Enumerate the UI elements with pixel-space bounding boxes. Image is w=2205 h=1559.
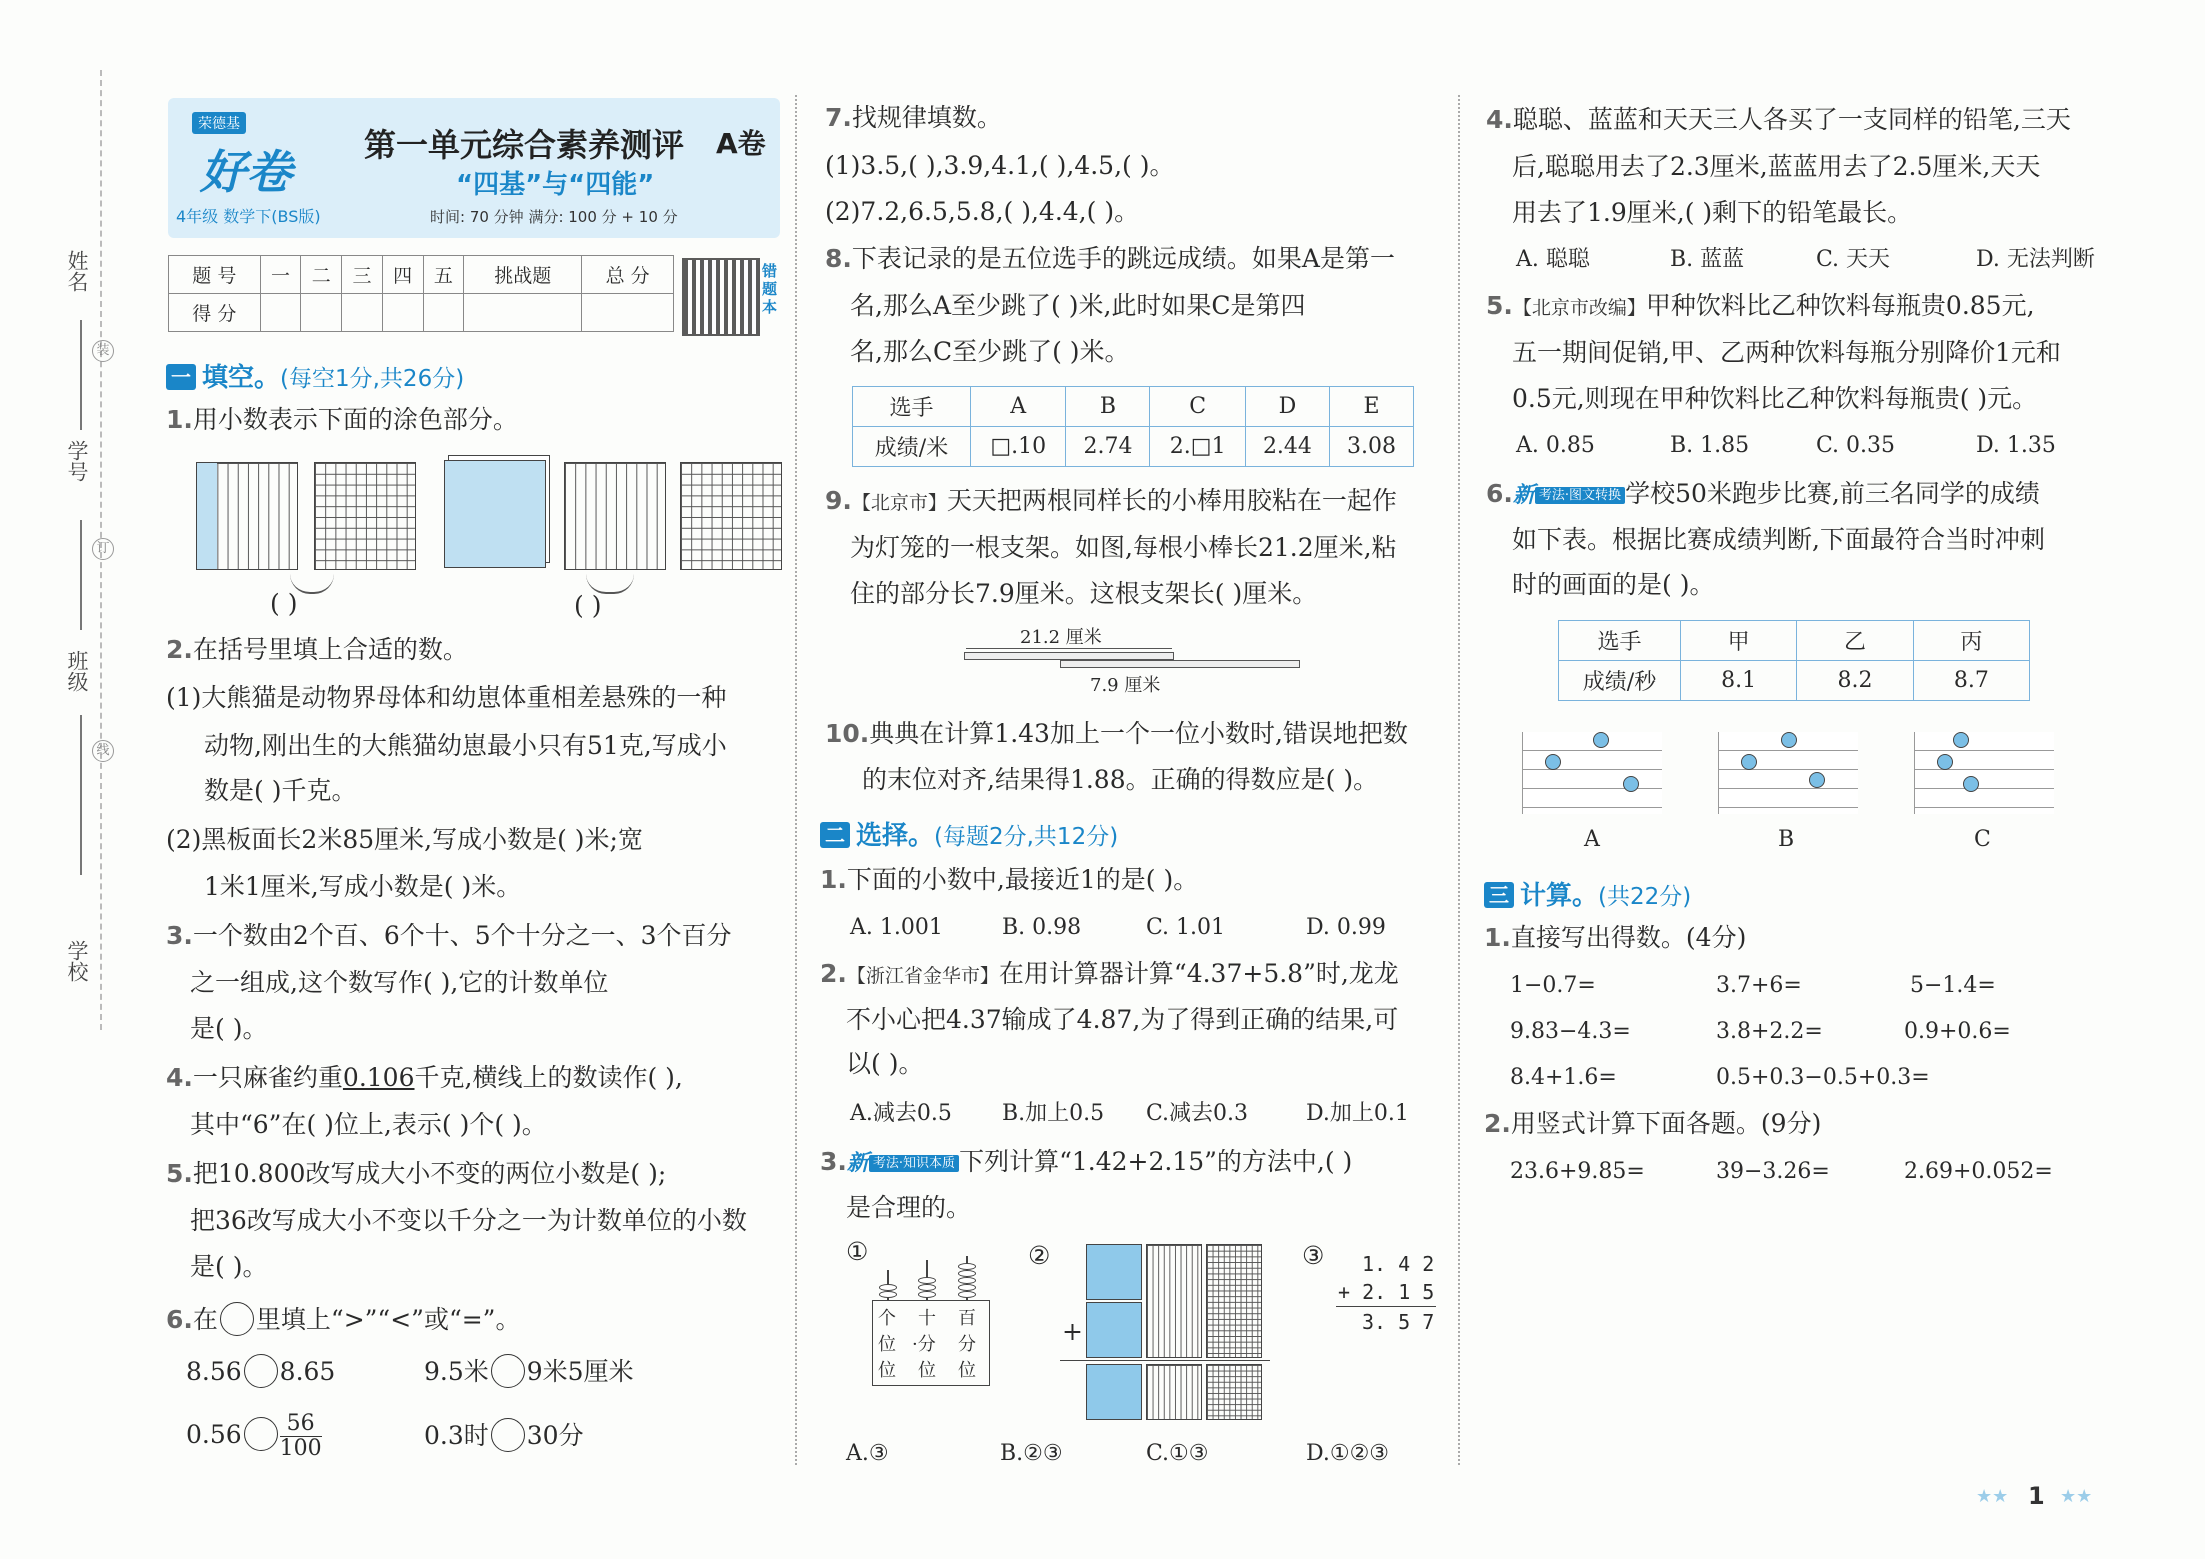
score-cell[interactable]: [342, 294, 383, 332]
class-line: [80, 715, 82, 875]
abacus-row2-1: 位: [878, 1334, 896, 1355]
c3-line1: [820, 1146, 1352, 1180]
method-3-label: ③: [1302, 1241, 1325, 1270]
column-divider-2: [1458, 95, 1460, 1465]
q1-blank-2[interactable]: ( ): [574, 591, 602, 620]
score-header-cell: 总 分: [582, 256, 674, 294]
c3-number: 3.: [820, 1147, 847, 1176]
number-line: [80, 520, 82, 630]
abacus-bead: [879, 1284, 897, 1291]
jump-table-header: E: [1329, 387, 1413, 427]
q2-number: 2.: [166, 635, 193, 664]
q6-item-2: [424, 1354, 634, 1388]
q2-a-line1: (1)大熊猫是动物界母体和幼崽体重相差悬殊的一种: [166, 683, 727, 712]
q5-line1: [166, 1158, 666, 1190]
abacus-row3-3: 位: [958, 1360, 976, 1381]
abacus-bead: [958, 1277, 976, 1284]
c2-option-c[interactable]: C.减去0.3: [1146, 1101, 1249, 1126]
picture-label-a: A: [1584, 827, 1600, 852]
abacus-bead: [958, 1291, 976, 1298]
c6-line2: 如下表。根据比赛成绩判断,下面最符合当时冲刺: [1512, 525, 2045, 554]
q5-number: 5.: [166, 1159, 193, 1188]
score-header-cell: 五: [423, 256, 464, 294]
c2-option-d[interactable]: D.加上0.1: [1306, 1101, 1409, 1126]
c5-option-c[interactable]: C. 0.35: [1816, 433, 1896, 458]
score-cell[interactable]: [260, 294, 301, 332]
q6-item-3: [186, 1412, 322, 1461]
race-table-header: 甲: [1681, 621, 1797, 661]
jump-table-cell: 2.74: [1066, 427, 1150, 467]
seal-mark-3: 线: [92, 740, 114, 762]
c4-text: 聪聪、蓝蓝和天天三人各买了一支同样的铅笔,三天: [1512, 105, 2071, 134]
abacus-col-1: [878, 1308, 896, 1330]
q5-line2: 把36改写成大小不变以千分之一为计数单位的小数: [190, 1206, 747, 1235]
k2-item: 23.6+9.85=: [1510, 1159, 1645, 1184]
section-2-heading: [820, 815, 1118, 852]
q8-number: 8.: [825, 244, 852, 273]
c3-option-b[interactable]: B.②③: [1000, 1441, 1063, 1466]
score-header-cell: 挑战题: [464, 256, 582, 294]
k1-item: 0.5+0.3−0.5+0.3=: [1716, 1065, 1930, 1090]
race-table-cell: 8.2: [1797, 661, 1913, 701]
qr-label: 错题本: [762, 262, 778, 316]
section-2-number: 二: [820, 822, 850, 848]
q6-right: 8.65: [279, 1357, 336, 1386]
q7-text: 找规律填数。: [851, 103, 1002, 132]
c4-number: 4.: [1486, 105, 1513, 134]
q4-text-a: 一只麻雀约重: [192, 1063, 343, 1092]
shaded-square: [444, 460, 546, 568]
stick-2: [1060, 660, 1300, 668]
q6-left: 0.56: [186, 1420, 242, 1449]
q6-left: 0.3时: [424, 1421, 489, 1450]
q9-line1: [825, 485, 1397, 519]
jump-table-cell: 3.08: [1329, 427, 1413, 467]
race-table: [1558, 620, 2030, 701]
answer-circle[interactable]: [491, 1354, 525, 1388]
q10-line2: 的末位对齐,结果得1.88。正确的得数应是( )。: [862, 765, 1379, 794]
score-cell[interactable]: [382, 294, 423, 332]
abacus-row3-1: 位: [878, 1360, 896, 1381]
q7: [825, 102, 1002, 134]
q7-line1: (1)3.5,( ),3.9,4.1,( ),4.5,( )。: [825, 151, 1175, 180]
abacus-label: 个: [878, 1308, 896, 1329]
runner-icon: [1623, 776, 1639, 792]
method-1-label: ①: [846, 1237, 869, 1266]
c3-option-a[interactable]: A.③: [846, 1441, 889, 1466]
vertical-addend-1: 1. 4 2: [1362, 1252, 1435, 1276]
c5-line1: [1486, 290, 2035, 324]
jump-table-header: 选手: [853, 387, 971, 427]
k2-text: 用竖式计算下面各题。(9分): [1510, 1109, 1822, 1138]
section-1-heading: [166, 357, 464, 394]
c3-text: 下列计算“1.42+2.15”的方法中,( ): [959, 1147, 1353, 1176]
abacus-bead: [918, 1284, 936, 1291]
q6: [166, 1302, 520, 1336]
q2-b-line2: 1米1厘米,写成小数是( )米。: [204, 872, 522, 901]
q2-a-line3: 数是( )千克。: [204, 776, 357, 805]
runner-icon: [1937, 754, 1953, 770]
hundred-grid-1: [314, 462, 416, 570]
method-2-label: ②: [1028, 1241, 1051, 1270]
jump-table-header: A: [971, 387, 1066, 427]
new-badge: 新: [846, 1151, 869, 1176]
page-number: 1: [2028, 1482, 2045, 1510]
stick-1: [964, 652, 1174, 660]
c5-option-b[interactable]: B. 1.85: [1670, 433, 1750, 458]
c5-option-d[interactable]: D. 1.35: [1976, 433, 2056, 458]
c1-text: 下面的小数中,最接近1的是( )。: [846, 865, 1199, 894]
q6-text-b: 里填上“>”“<”或“=”。: [255, 1305, 521, 1334]
q9-source-tag: 【北京市】: [851, 492, 947, 514]
q1-text: 用小数表示下面的涂色部分。: [192, 405, 518, 434]
q6-item-4: [424, 1418, 584, 1452]
c1-option-d[interactable]: D. 0.99: [1306, 915, 1386, 940]
c4-line2: 后,聪聪用去了2.3厘米,蓝蓝用去了2.5厘米,天天: [1512, 152, 2041, 181]
q2: [166, 634, 468, 666]
jump-table-cell: □.10: [971, 427, 1066, 467]
score-cell[interactable]: [464, 294, 582, 332]
q3-line1: [166, 920, 732, 952]
score-header-cell: 三: [342, 256, 383, 294]
name-line: [80, 320, 82, 430]
q6-item-1: [186, 1354, 335, 1388]
section-3-sub: (共22分): [1598, 884, 1692, 910]
abacus-bead: [958, 1270, 976, 1277]
c1-option-c[interactable]: C. 1.01: [1146, 915, 1226, 940]
score-header-cell: 题 号: [169, 256, 261, 294]
q9-line2: 为灯笼的一根支架。如图,每根小棒长21.2厘米,粘: [850, 533, 1397, 562]
overlap-label: 7.9 厘米: [1090, 675, 1161, 696]
c6-text: 学校50米跑步比赛,前三名同学的成绩: [1625, 479, 2040, 508]
score-header-cell: 二: [301, 256, 342, 294]
c2-option-a[interactable]: A.减去0.5: [850, 1101, 952, 1126]
q6-right: 30分: [526, 1421, 584, 1450]
c4-option-a[interactable]: A. 聪聪: [1516, 247, 1590, 272]
abacus-bead: [958, 1284, 976, 1291]
c1-option-b[interactable]: B. 0.98: [1002, 915, 1082, 940]
jump-table: [852, 386, 1414, 467]
jump-table-header: C: [1150, 387, 1245, 427]
abacus-bead: [958, 1263, 976, 1270]
k2: [1484, 1108, 1821, 1140]
c1-option-a[interactable]: A. 1.001: [850, 915, 943, 940]
section-3-number: 三: [1484, 882, 1514, 908]
abacus-label: 十: [918, 1308, 936, 1329]
abacus-bead: [918, 1291, 936, 1298]
c2-number: 2.: [820, 959, 847, 988]
fraction-numerator: 56: [280, 1412, 322, 1437]
section-3-title: 计算。: [1520, 881, 1599, 911]
race-table-cell: 成绩/秒: [1559, 661, 1681, 701]
race-picture-b[interactable]: [1718, 732, 1858, 814]
school-label: 学校: [65, 940, 89, 982]
q8-text: 下表记录的是五位选手的跳远成绩。如果A是第一: [851, 244, 1395, 273]
q6-left: 8.56: [186, 1357, 242, 1386]
runner-icon: [1809, 772, 1825, 788]
runner-icon: [1545, 754, 1561, 770]
race-picture-c[interactable]: [1914, 732, 2054, 814]
k1-item: 0.9+0.6=: [1904, 1019, 2011, 1044]
q8-line3: 名,那么C至少跳了( )米。: [850, 337, 1130, 366]
plus-sign: +: [1062, 1317, 1083, 1346]
abacus-row2-2: ·分: [912, 1334, 936, 1355]
compare-circle-icon: [220, 1302, 254, 1336]
header-banner: [168, 98, 780, 238]
q5-text: 把10.800改写成大小不变的两位小数是( );: [192, 1159, 667, 1188]
column-divider-1: [795, 95, 797, 1465]
score-table: [168, 255, 674, 332]
star-icon: ★★: [2060, 1486, 2093, 1507]
race-table-cell: 8.7: [1913, 661, 2029, 701]
k2-number: 2.: [1484, 1109, 1511, 1138]
shaded-strip: [197, 463, 217, 569]
score-header-cell: 四: [382, 256, 423, 294]
q4-line2: 其中“6”在( )位上,表示( )个( )。: [190, 1110, 547, 1139]
section-1-number: 一: [166, 364, 196, 390]
k2-item: 39−3.26=: [1716, 1159, 1830, 1184]
c6-number: 6.: [1486, 479, 1513, 508]
dimension-line-1: [966, 648, 1172, 649]
jump-table-header: B: [1066, 387, 1150, 427]
c2-line1: [820, 958, 1399, 992]
q2-b-line1: (2)黑板面长2米85厘米,写成小数是( )米;宽: [166, 825, 643, 854]
k2-item: 2.69+0.052=: [1904, 1159, 2053, 1184]
unit-block: [1206, 1364, 1262, 1420]
q1: [166, 404, 518, 436]
q9-text: 天天把两根同样长的小棒用胶粘在一起作: [946, 486, 1397, 515]
abacus-bead: [918, 1277, 936, 1284]
q6-left: 9.5米: [424, 1357, 489, 1386]
strip-grid-2: [564, 462, 666, 570]
section-2-sub: (每题2分,共12分): [934, 824, 1119, 850]
q9-number: 9.: [825, 486, 852, 515]
q3-line3: 是( )。: [190, 1014, 268, 1043]
c6-line3: 时的画面的是( )。: [1512, 570, 1715, 599]
q4-underlined: 0.106: [342, 1063, 415, 1092]
c2-line2: 不小心把4.37输成了4.87,为了得到正确的结果,可: [846, 1005, 1399, 1034]
q3-number: 3.: [166, 921, 193, 950]
q3-text: 一个数由2个百、6个十、5个十分之一、3个百分: [192, 921, 732, 950]
q8-line2: 名,那么A至少跳了( )米,此时如果C是第四: [850, 291, 1306, 320]
new-badge: 新: [1512, 483, 1535, 508]
qr-code-icon: [682, 258, 760, 336]
q8-line1: [825, 243, 1395, 275]
abacus-row3-2: 位: [918, 1360, 936, 1381]
answer-circle[interactable]: [491, 1418, 525, 1452]
hundred-grid-2: [680, 462, 782, 570]
q7-number: 7.: [825, 103, 852, 132]
shaded-block: [1086, 1302, 1142, 1358]
race-picture-a[interactable]: [1522, 732, 1662, 814]
runner-icon: [1593, 732, 1609, 748]
sum-line: [1060, 1360, 1270, 1361]
k1-item: 8.4+1.6=: [1510, 1065, 1617, 1090]
page-title: 第一单元综合素养测评: [364, 126, 685, 164]
c5-source-tag: 【北京市改编】: [1512, 297, 1646, 319]
jump-table-cell: 2.□1: [1150, 427, 1245, 467]
picture-label-c: C: [1974, 827, 1991, 852]
shaded-block: [1086, 1244, 1142, 1300]
runner-icon: [1963, 776, 1979, 792]
race-table-header: 乙: [1797, 621, 1913, 661]
c6-line1: [1486, 478, 2040, 512]
jump-table-cell: 2.44: [1245, 427, 1329, 467]
abacus-bead: [879, 1291, 897, 1298]
c5-text: 甲种饮料比乙种饮料每瓶贵0.85元,: [1645, 291, 2035, 320]
c4-option-d[interactable]: D. 无法判断: [1976, 247, 2095, 272]
k1-text: 直接写出得数。(4分): [1510, 923, 1747, 952]
volume-label: A卷: [716, 127, 766, 160]
section-3-heading: [1484, 875, 1691, 912]
c5-line2: 五一期间促销,甲、乙两种饮料每瓶分别降价1元和: [1512, 338, 2061, 367]
c2-text: 在用计算器计算“4.37+5.8”时,龙龙: [998, 959, 1399, 988]
brand-badge: 荣德基: [192, 112, 246, 134]
seal-mark-1: 装: [92, 340, 114, 362]
c4-line1: [1486, 104, 2071, 136]
q9-line3: 住的部分长7.9厘米。这根支架长( )厘米。: [850, 579, 1318, 608]
section-2-title: 选择。: [856, 821, 935, 851]
q1-number: 1.: [166, 405, 193, 434]
star-icon: ★★: [1976, 1486, 2009, 1507]
runner-icon: [1741, 754, 1757, 770]
picture-label-b: B: [1778, 827, 1795, 852]
score-header-cell: 一: [260, 256, 301, 294]
fraction: [280, 1412, 322, 1461]
k1: [1484, 922, 1746, 954]
abacus-label: 百: [958, 1308, 976, 1329]
q10-number: 10.: [825, 719, 870, 748]
score-cell[interactable]: [423, 294, 464, 332]
shaded-block: [1086, 1364, 1142, 1420]
runner-icon: [1781, 732, 1797, 748]
score-row-label: 得 分: [169, 294, 261, 332]
q4-number: 4.: [166, 1063, 193, 1092]
c5-line3: 0.5元,则现在甲种饮料比乙种饮料每瓶贵( )元。: [1512, 384, 2038, 413]
c2-option-b[interactable]: B.加上0.5: [1002, 1101, 1105, 1126]
jump-table-header: D: [1245, 387, 1329, 427]
c3-option-d[interactable]: D.①②③: [1306, 1441, 1390, 1466]
stick-length-label: 21.2 厘米: [1020, 627, 1102, 648]
c4-option-b[interactable]: B. 蓝蓝: [1670, 247, 1745, 272]
c3-line2: 是合理的。: [846, 1193, 972, 1222]
c3-type-tag: 考法·知识本质: [869, 1155, 959, 1172]
grade-label: 4年级 数学下(BS版): [176, 207, 321, 226]
fraction-denominator: 100: [279, 1436, 322, 1461]
vertical-line: [1336, 1306, 1436, 1307]
k1-item: 3.7+6=: [1716, 973, 1802, 998]
q10-line1: [825, 718, 1408, 750]
q7-line2: (2)7.2,6.5,5.8,( ),4.4,( )。: [825, 197, 1140, 226]
section-1-sub: (每空1分,共26分): [280, 366, 465, 392]
k1-item: 9.83−4.3=: [1510, 1019, 1631, 1044]
section-1-title: 填空。: [202, 363, 281, 393]
runner-icon: [1953, 732, 1969, 748]
c4-line3: 用去了1.9厘米,( )剩下的铅笔最长。: [1512, 198, 1913, 227]
q10-text: 典典在计算1.43加上一个一位小数时,错误地把数: [869, 719, 1408, 748]
q2-a-line2: 动物,刚出生的大熊猫幼崽最小只有51克,写成小: [204, 731, 727, 760]
k1-item: 5−1.4=: [1910, 973, 1996, 998]
abacus-col-2: [918, 1308, 936, 1330]
logo: 好卷: [200, 145, 292, 199]
c4-option-c[interactable]: C. 天天: [1816, 247, 1891, 272]
q2-text: 在括号里填上合适的数。: [192, 635, 468, 664]
name-label: 姓名: [65, 250, 89, 292]
score-cell[interactable]: [582, 294, 674, 332]
subtitle: “四基”与“四能”: [456, 170, 655, 200]
q4-line1: [166, 1062, 683, 1094]
jump-table-cell: 成绩/米: [853, 427, 971, 467]
c2-line3: 以( )。: [846, 1049, 924, 1078]
exam-meta: 时间: 70 分钟 满分: 100 分 + 10 分: [430, 208, 678, 226]
q1-blank-1[interactable]: ( ): [270, 589, 298, 618]
unit-block: [1206, 1244, 1262, 1358]
score-cell[interactable]: [301, 294, 342, 332]
q6-text-a: 在: [192, 1305, 218, 1334]
c2-source-tag: 【浙江省金华市】: [846, 965, 999, 987]
c5-option-a[interactable]: A. 0.85: [1516, 433, 1595, 458]
answer-circle[interactable]: [244, 1417, 278, 1451]
q6-right: 9米5厘米: [526, 1357, 634, 1386]
c1: [820, 864, 1198, 896]
c6-type-tag: 考法·图文转换: [1535, 487, 1625, 504]
abacus-row2-3: 分: [958, 1334, 976, 1355]
race-table-cell: 8.1: [1681, 661, 1797, 701]
q4-text-b: 千克,横线上的数读作( ),: [414, 1063, 683, 1092]
vertical-result: 3. 5 7: [1362, 1310, 1435, 1334]
race-table-header: 丙: [1913, 621, 2029, 661]
student-number-label: 学号: [65, 440, 89, 482]
vertical-addend-2: + 2. 1 5: [1338, 1280, 1435, 1304]
k1-item: 3.8+2.2=: [1716, 1019, 1823, 1044]
strip-block: [1146, 1364, 1202, 1420]
race-table-header: 选手: [1559, 621, 1681, 661]
class-label: 班级: [65, 650, 89, 692]
c5-number: 5.: [1486, 291, 1513, 320]
q5-line3: 是( )。: [190, 1252, 268, 1281]
c3-option-c[interactable]: C.①③: [1146, 1441, 1209, 1466]
c1-number: 1.: [820, 865, 847, 894]
q6-number: 6.: [166, 1305, 193, 1334]
k1-number: 1.: [1484, 923, 1511, 952]
strip-block: [1146, 1244, 1202, 1358]
abacus-col-3: [958, 1308, 976, 1330]
k1-item: 1−0.7=: [1510, 973, 1596, 998]
seal-mark-2: 订: [92, 538, 114, 560]
answer-circle[interactable]: [244, 1354, 278, 1388]
q3-line2: 之一组成,这个数写作( ),它的计数单位: [190, 968, 609, 997]
